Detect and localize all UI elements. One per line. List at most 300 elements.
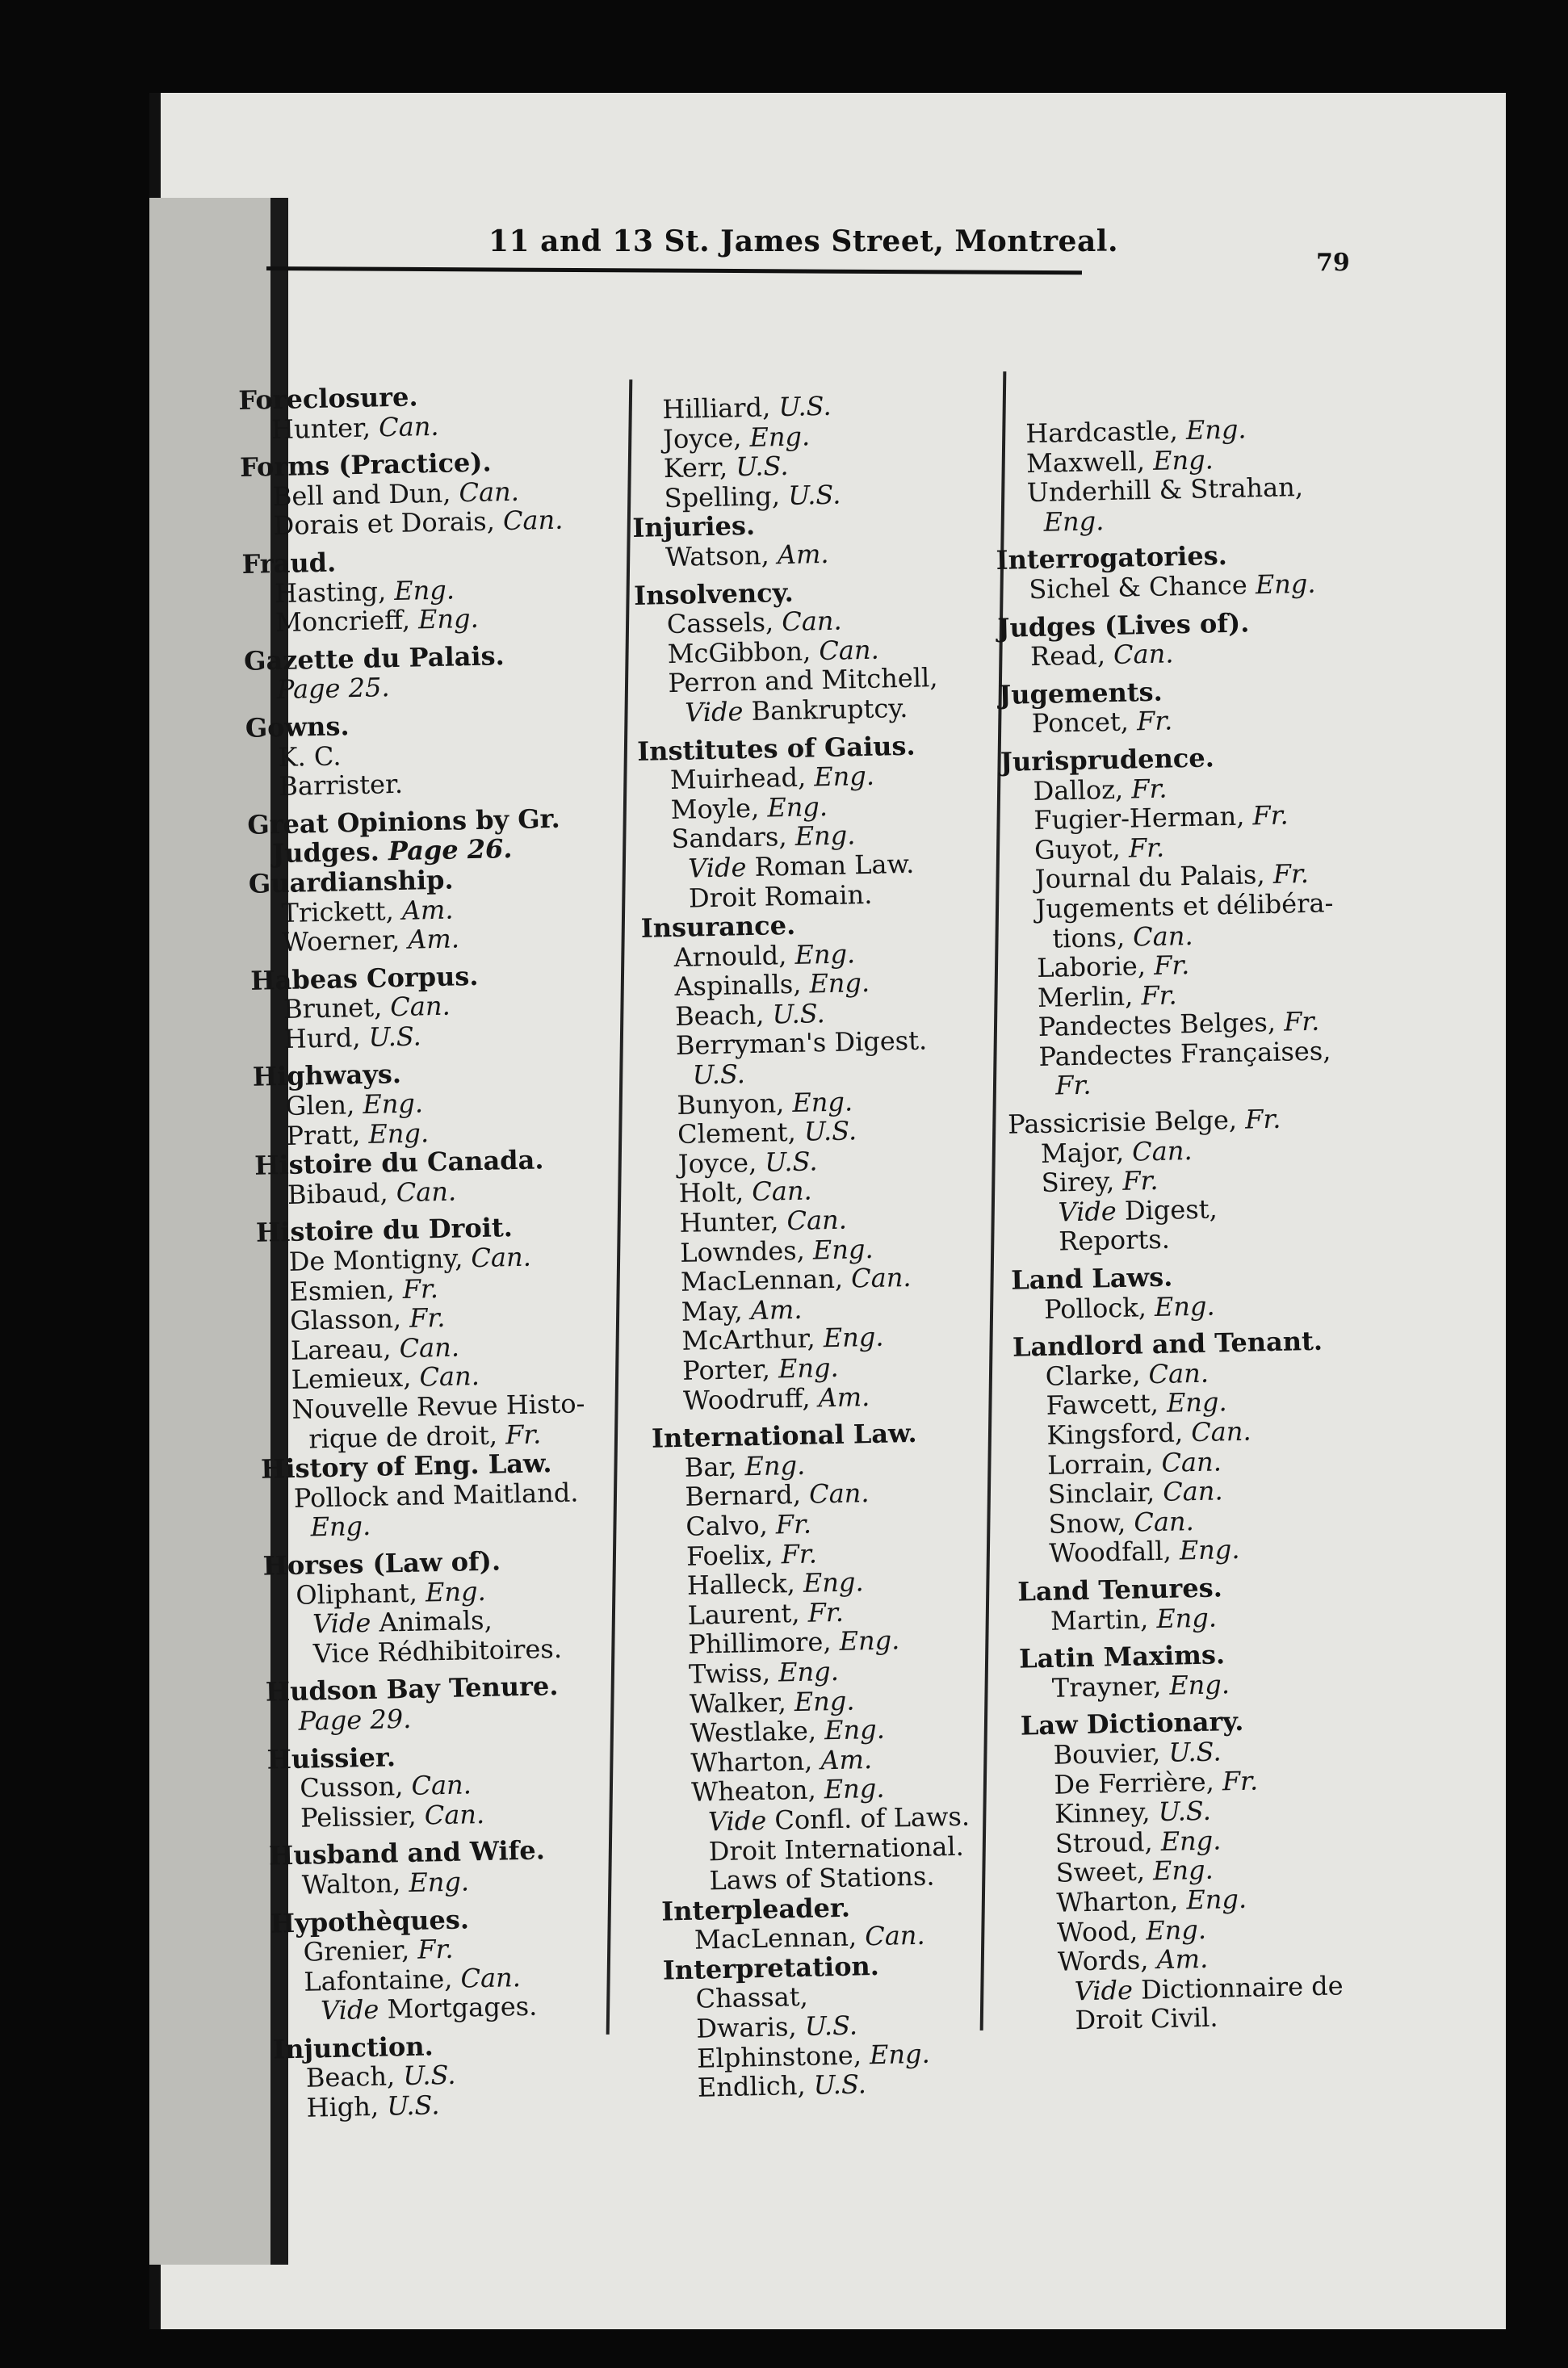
entry-text: Watson, [665,539,778,573]
entry-text: tions, [1052,921,1134,954]
entry-text: K. C. [278,740,342,773]
index-entry [272,1989,652,2026]
jurisdiction: Eng. [1186,1883,1247,1916]
entry-text: Gowns. [245,710,350,744]
entry-text: Merlin, [1037,980,1142,1013]
jurisdiction: Can. [808,1477,870,1511]
jurisdiction: Eng. [778,1352,840,1385]
index-column-3 [993,412,1407,2036]
jurisdiction: U.S. [692,1058,746,1091]
entry-text: De Montigny, [288,1243,472,1277]
jurisdiction: Am. [818,1381,870,1413]
jurisdiction: Fr. [409,1302,446,1335]
index-entry [239,408,619,445]
jurisdiction: U.S. [735,451,789,483]
jurisdiction: Fr. [1272,858,1310,891]
entry-text: Muirhead, [669,761,815,796]
index-entry [1017,1532,1397,1569]
index-entry [1010,1220,1390,1257]
entry-text: Kerr, [663,451,736,484]
entry-text: Words, [1057,1944,1157,1977]
entry-text: Landlord and Tenant. [1012,1325,1323,1363]
index-entry [249,920,630,958]
jurisdiction: Page 25. [276,672,390,706]
jurisdiction: Eng. [393,574,455,606]
entry-text: Pollock and Maitland. [293,1477,579,1514]
jurisdiction: U.S. [772,997,826,1030]
index-entry [266,1700,646,1737]
jurisdiction: Eng. [1185,413,1247,446]
entry-text: Walton, [301,1867,409,1901]
entry-text: Spelling, [664,480,789,513]
jurisdiction: Can. [1161,1445,1222,1478]
entry-text: Berryman's Digest. [675,1025,928,1062]
entry-text: Glasson, [289,1303,410,1337]
entry-text: Lorrain, [1046,1447,1162,1481]
jurisdiction: Am. [407,923,460,955]
entry-text: Pollock, [1043,1291,1155,1325]
entry-text: Holt, [678,1176,753,1209]
index-entry [243,601,623,638]
jurisdiction: Eng. [794,819,856,853]
entry-text: Pratt, [286,1118,369,1151]
entry-text: Judges. [271,836,389,870]
entry-text: Endlich, [697,2069,815,2103]
jurisdiction: U.S. [764,1146,818,1178]
jurisdiction: Can. [1132,920,1193,953]
entry-text: Pandectes Belges, [1038,1006,1285,1043]
entry-text: Halleck, [686,1567,804,1601]
jurisdiction: Can. [502,504,564,537]
entry-text: Brunet, [283,991,391,1025]
index-column-2 [630,388,1045,2103]
jurisdiction: Fr. [1136,705,1173,737]
entry-text: Lareau, [290,1332,400,1366]
jurisdiction: U.S. [402,2060,456,2092]
index-entry [270,1863,650,1901]
entry-text: Beach, [674,999,773,1032]
jurisdiction: Fr. [1128,832,1165,864]
entry-text: Woerner, [282,924,409,958]
entry-text: Histoire du Droit. [255,1212,514,1249]
jurisdiction: Can. [1148,1357,1210,1390]
jurisdiction: Fr. [781,1538,818,1570]
jurisdiction: Can. [424,1798,485,1831]
jurisdiction: Eng. [1155,1602,1218,1634]
jurisdiction: Fr. [417,1933,454,1965]
entry-text: Droit Civil. [1075,2001,1218,2036]
entry-text: Elphinstone, [696,2039,870,2074]
entry-text: Jugements. [998,676,1163,710]
jurisdiction: U.S. [787,479,841,511]
entry-text: rique de droit, [308,1419,506,1455]
jurisdiction: Can. [471,1241,532,1274]
jurisdiction: Eng. [1154,1290,1215,1322]
entry-text: Maxwell, [1025,445,1154,479]
entry-text: Sirey, [1041,1166,1123,1199]
jurisdiction: Eng. [824,1713,886,1746]
index-column-1 [238,378,654,2123]
jurisdiction: Eng. [425,1575,487,1608]
jurisdiction: Can. [1133,1505,1195,1538]
entry-text: Highways. [252,1058,402,1093]
entry-text: Judges (Lives of). [996,606,1250,643]
jurisdiction: Page 29. [298,1703,412,1737]
entry-text: McGibbon, [667,635,820,669]
entry-text: Hurd, [283,1021,369,1054]
jurisdiction: Am. [820,1743,873,1776]
jurisdiction: U.S. [368,1021,422,1053]
entry-text: Interpleader. [660,1892,851,1927]
jurisdiction: Eng. [812,1233,874,1266]
running-header: 11 and 13 St. James Street, Montreal. [488,224,1118,258]
entry-text: Laws of Stations. [709,1860,935,1896]
entry-text: Law Dictionary. [1020,1706,1244,1741]
jurisdiction: U.S. [386,2089,440,2122]
jurisdiction: Can. [1131,1134,1193,1167]
entry-text: Animals, [370,1604,493,1639]
entry-text: Aspinalls, [673,968,810,1003]
entry-text: Calvo, [685,1509,777,1542]
jurisdiction: Eng. [368,1117,430,1150]
entry-text: Sweet, [1055,1855,1154,1889]
entry-text: Journal du Palais, [1034,859,1274,895]
jurisdiction: Can. [399,1331,460,1364]
jurisdiction: Can. [419,1360,480,1393]
jurisdiction: Eng. [803,1566,864,1599]
entry-text: Dwaris, [695,2010,806,2044]
jurisdiction: Fr. [402,1272,439,1305]
jurisdiction: Fr. [1283,1005,1320,1037]
jurisdiction: Eng. [778,1655,840,1688]
index-entry [265,1632,645,1670]
index-entry [633,535,1013,572]
entry-text: Sinclair, [1047,1477,1163,1511]
index-entry [245,668,625,705]
vide-reference: Vide [1074,1974,1134,2006]
jurisdiction: Eng. [749,420,811,453]
entry-text: Clarke, [1045,1359,1149,1392]
entry-text: Joyce, [677,1146,765,1180]
jurisdiction: Can. [460,1961,522,1994]
entry-text: Fugier-Herman, [1033,800,1253,836]
jurisdiction: Can. [864,1920,925,1952]
jurisdiction: Eng. [1152,1854,1214,1887]
entry-text: Wharton, [690,1745,821,1779]
jurisdiction: Eng. [408,1866,470,1898]
jurisdiction: Eng. [1179,1534,1240,1566]
entry-text: McArthur, [681,1322,824,1357]
entry-text: Woodfall, [1049,1535,1180,1570]
jurisdiction: Can. [781,605,842,638]
jurisdiction: Fr. [505,1419,542,1450]
entry-text: Walker, [689,1686,795,1720]
entry-text: Lemieux, [291,1361,420,1396]
entry-text: Hilliard, [661,392,779,425]
entry-text: Barrister. [279,768,404,803]
entry-text: Insurance. [640,909,796,944]
jurisdiction: Can. [459,476,520,509]
entry-text: Injunction. [272,2031,434,2065]
entry-text: Guardianship. [248,864,454,899]
jurisdiction: Eng. [362,1088,424,1121]
entry-text: Cusson, [299,1771,412,1804]
entry-text: Vice Rédhibitoires. [312,1632,563,1670]
jurisdiction: Can. [389,990,451,1023]
entry-text: Lafontaine, [304,1963,461,1997]
entry-text: Latin Maxims. [1018,1639,1226,1674]
entry-text: Esmien, [289,1273,404,1307]
entry-text: Read, [1029,639,1114,673]
jurisdiction: Page 26. [388,833,513,867]
entry-text: Injuries. [632,510,756,544]
entry-text: History of Eng. Law. [260,1448,552,1485]
entry-text: Bernard, [685,1479,810,1513]
vide-reference: Vide [707,1804,767,1838]
entry-text: May, [681,1294,752,1327]
entry-text: Chassat, [695,1981,809,2015]
entry-text: Mortgages. [378,1990,538,2026]
entry-text: Bankruptcy. [743,692,908,727]
jurisdiction: Eng. [794,937,856,970]
entry-text: Droit International. [708,1830,965,1867]
entry-text: Horses (Law of). [262,1545,501,1582]
jurisdiction: U.S. [778,390,832,423]
entry-text: Kinney, [1054,1796,1159,1829]
entry-text: Habeas Corpus. [250,960,479,996]
jurisdiction: Can. [411,1769,472,1802]
entry-text: Stroud, [1054,1825,1162,1859]
entry-text: Hardcastle, [1025,415,1187,450]
entry-text: Kingsford, [1046,1417,1192,1451]
jurisdiction: Eng. [1160,1825,1222,1857]
index-entry [252,1017,632,1054]
jurisdiction: Eng. [869,2038,931,2070]
entry-text: Sichel & Chance [1029,569,1256,606]
index-entry [1018,1599,1398,1636]
entry-text: Huissier. [266,1741,396,1775]
jurisdiction: Eng. [1043,505,1105,538]
jurisdiction: Eng. [1145,1913,1207,1946]
entry-text: Land Tenures. [1017,1572,1223,1607]
entry-text: Perron and Mitchell, [668,662,938,699]
entry-text: Poncet, [1031,706,1138,740]
jurisdiction: Eng. [839,1624,900,1658]
entry-text: MacLennan, [680,1263,852,1298]
jurisdiction: Can. [378,410,439,442]
entry-text: Roman Law. [746,848,915,883]
entry-text: De Ferrière, [1054,1765,1223,1800]
jurisdiction: Fr. [1054,1070,1092,1102]
jurisdiction: Eng. [766,790,828,824]
entry-text: Pandectes Françaises, [1038,1035,1331,1072]
entry-text: Digest, [1116,1193,1218,1226]
entry-text: Interrogatories. [996,540,1228,576]
entry-text: Bibaud, [287,1176,397,1210]
entry-text: Hudson Bay Tenure. [265,1670,559,1708]
entry-text: Foelix, [685,1538,782,1572]
page-number: 79 [1316,249,1350,277]
vide-reference: Vide [1058,1195,1117,1228]
vide-reference: Vide [687,852,747,884]
entry-text: Twiss, [688,1657,779,1690]
entry-text: Gazette du Palais. [243,639,505,677]
entry-text: Snow, [1048,1507,1134,1540]
jurisdiction: Fr. [1130,773,1168,805]
jurisdiction: Eng. [809,967,870,1000]
jurisdiction: Fr. [1244,1103,1281,1135]
index-entry [636,691,1017,728]
jurisdiction: Fr. [807,1596,845,1628]
entry-text: Arnould, [673,939,795,973]
entry-text: Hasting, [274,575,395,609]
jurisdiction: U.S. [803,1115,857,1147]
jurisdiction: Can. [1190,1415,1251,1448]
entry-text: Laborie, [1036,950,1155,984]
entry-text: Foreclosure. [237,381,418,416]
entry-text: Sandars, [671,821,796,855]
entry-text: Westlake, [690,1715,825,1749]
entry-text: Reports. [1058,1224,1171,1257]
entry-text: Oliphant, [295,1577,426,1611]
index-entry [262,1506,642,1543]
index-entry [1012,1288,1392,1325]
entry-text: Husband and Wife. [268,1834,546,1871]
entry-text: Confl. of Laws. [765,1800,971,1836]
jurisdiction: Can. [850,1262,912,1294]
jurisdiction: Fr. [1140,979,1177,1011]
entry-text: Passicrisie Belge, [1007,1104,1246,1140]
entry-text: Bunyon, [677,1087,793,1121]
entry-text: Major, [1040,1136,1133,1169]
entry-text: Insolvency. [633,576,794,611]
entry-text: Martin, [1050,1603,1157,1637]
jurisdiction: Eng. [813,760,875,793]
jurisdiction: Can. [396,1176,457,1208]
entry-text: Jugements et délibéra- [1035,887,1334,924]
entry-text: Grenier, [303,1934,418,1968]
jurisdiction: Eng. [792,1086,853,1118]
jurisdiction: U.S. [804,2010,858,2042]
jurisdiction: Can. [818,634,880,666]
entry-text: Land Laws. [1010,1261,1173,1296]
entry-text: Dalloz, [1033,773,1132,807]
entry-text: Trayner, [1051,1670,1170,1704]
entry-text: Wood, [1056,1914,1147,1948]
index-entry [246,765,627,802]
jurisdiction: Am. [401,894,454,926]
entry-text: Interpretation. [662,1950,880,1986]
jurisdiction: Can. [1162,1475,1223,1508]
entry-text: Institutes of Gaius. [636,730,916,767]
jurisdiction: Fr. [1252,799,1289,832]
entry-text: Nouvelle Revue Histo- [291,1388,585,1425]
entry-text: Guyot, [1033,832,1130,865]
vide-reference: Vide [684,696,744,728]
index-entry [651,1378,1031,1415]
jurisdiction: Eng. [823,1322,884,1354]
jurisdiction: Fr. [1222,1765,1259,1796]
jurisdiction: U.S. [813,2068,867,2101]
jurisdiction: Can. [786,1204,848,1237]
jurisdiction: Am. [1156,1943,1209,1976]
entry-text: Trickett, [281,895,403,928]
entry-text: Glen, [285,1089,363,1122]
entry-text: Underhill & Strahan, [1026,472,1304,509]
jurisdiction: Eng. [1152,443,1214,476]
jurisdiction: Am. [750,1293,803,1326]
entry-text: International Law. [651,1418,917,1454]
jurisdiction: U.S. [1158,1795,1212,1828]
entry-text: Fraud. [241,547,337,580]
jurisdiction: Fr. [775,1508,812,1540]
jurisdiction: Eng. [1255,568,1316,601]
index-entry [996,568,1377,605]
entry-text: Moncrieff, [275,604,419,639]
entry-text: Dorais et Dorais, [273,505,504,542]
entry-text: Histoire du Canada. [254,1144,544,1182]
entry-text: Forms (Practice). [239,446,492,484]
index-entry [998,635,1378,672]
entry-text: Joyce, [662,421,750,455]
vide-reference: Vide [320,1994,379,2026]
entry-text: Bouvier, [1053,1737,1169,1771]
index-entry [1007,1064,1387,1101]
jurisdiction: Can. [751,1175,813,1208]
entry-text: Droit Romain. [688,878,873,914]
index-entry [255,1173,635,1210]
entry-text: Great Opinions by Gr. [246,803,560,840]
jurisdiction: Eng. [824,1773,885,1805]
entry-text: Bar, [684,1451,745,1483]
entry-text: Wharton, [1056,1884,1187,1918]
entry-text: Hypothèques. [270,1903,470,1939]
vide-reference: Vide [312,1607,371,1640]
jurisdiction: Eng. [1166,1386,1227,1419]
index-entry [1020,1666,1400,1704]
entry-text: Clement, [677,1116,805,1150]
entry-text: Pelissier, [300,1800,426,1834]
entry-text: Phillimore, [688,1626,841,1661]
entry-text: Wheaton, [690,1774,825,1808]
index-entry [241,504,621,541]
index-entry [1000,702,1380,739]
jurisdiction: Am. [777,538,829,571]
jurisdiction: Can. [1113,638,1174,671]
entry-text: Fawcett, [1046,1388,1168,1422]
jurisdiction: Fr. [1153,949,1190,982]
jurisdiction: Eng. [1168,1668,1231,1701]
jurisdiction: Eng. [310,1511,371,1543]
jurisdiction: Fr. [1121,1165,1159,1197]
index-entry [268,1796,648,1833]
entry-text: Laurent, [687,1597,809,1631]
entry-text: Dictionnaire de [1132,1970,1344,2005]
entry-text: Moyle, [670,792,768,825]
entry-text: Woodruff, [682,1381,820,1416]
entry-text: Jurisprudence. [1000,742,1215,777]
entry-text: Cassels, [666,606,782,640]
jurisdiction: Eng. [744,1449,806,1482]
entry-text: High, [306,2090,388,2123]
entry-text: Porter, [681,1353,779,1386]
jurisdiction: Eng. [417,602,480,635]
jurisdiction: Eng. [794,1685,855,1717]
entry-text: Hunter, [270,411,379,445]
jurisdiction: U.S. [1168,1736,1222,1768]
index-entry [995,501,1375,538]
entry-text: MacLennan, [694,1921,866,1956]
